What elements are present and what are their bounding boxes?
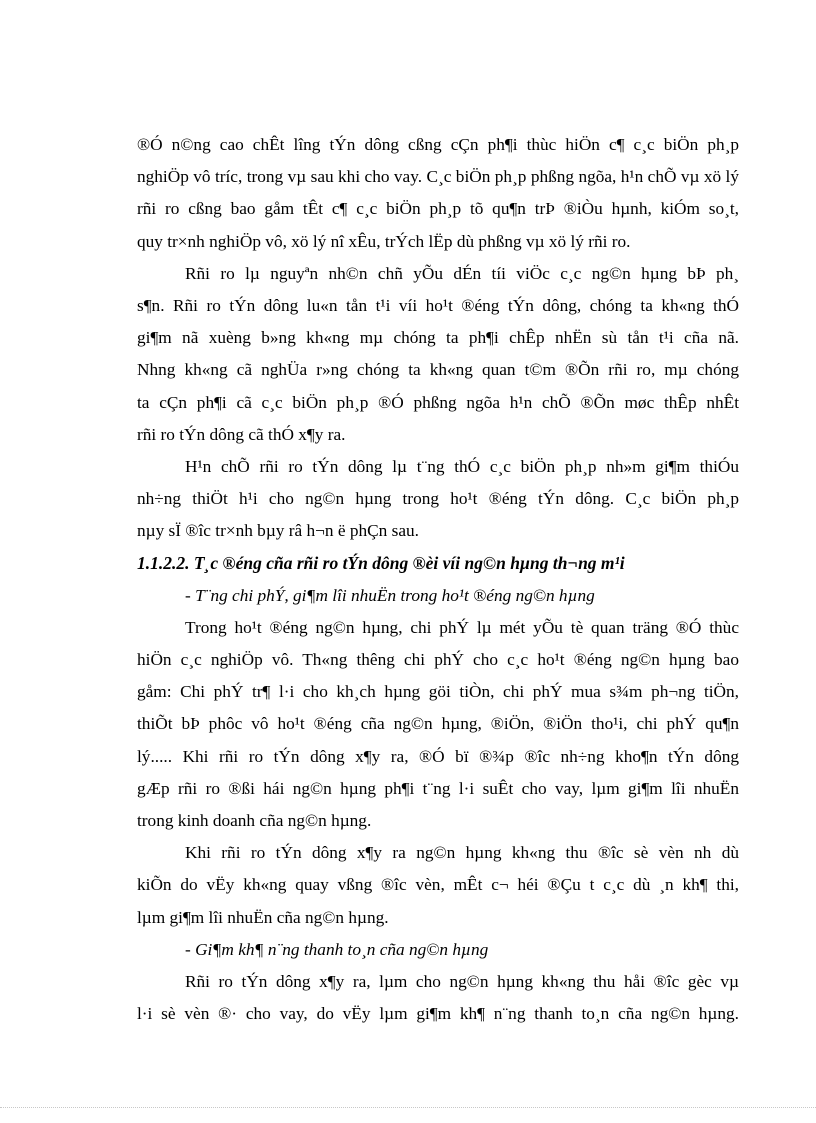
text-line: Trong ho¹t ®éng ng©n hµng, chi phÝ lµ mét yÕu tè quan träng ®Ó thùc [185,617,739,637]
text-line: lµm gi¶m lîi nhuËn cña ng©n hµng. [137,907,389,927]
subheading: - T¨ng chi phÝ, gi¶m lîi nhuËn trong ho¹t ®éng ng©n hµng [185,585,595,605]
text-line: l·i sè vèn ®· cho vay, do vËy lµm gi¶m kh¶ n¨ng thanh to¸n cña ng©n hµng. [137,1004,739,1024]
text-line: quy tr×nh nghiÖp vô, xö lý nî xÊu, trÝch lËp dù phßng vµ xö lý rñi ro. [137,231,631,251]
text-line: H¹n chÕ rñi ro tÝn dông lµ t¨ng thÓ c¸c biÖn ph¸p nh»m gi¶m thiÓu [185,456,739,476]
page-bottom-divider [0,1107,816,1108]
text-line: gÆp rñi ro ®ßi hái ng©n hµng ph¶i t¨ng l·i suÊt cho vay, lµm gi¶m lîi nhuËn [137,778,739,798]
text-line: hiÖn c¸c nghiÖp vô. Th«ng thêng chi phÝ cho c¸c ho¹t ®éng ng©n hµng bao [137,650,739,669]
text-line: rñi ro tÝn dông cã thÓ x¶y ra. [137,424,346,444]
text-line: kiÕn do vËy kh«ng quay vßng ®îc vèn, mÊt c¬ héi ®Çu t c¸c dù ¸n kh¶ thi, [137,875,739,895]
text-line: trong kinh doanh cña ng©n hµng. [137,810,372,830]
text-line: s¶n. Rñi ro tÝn dông lu«n tån t¹i víi ho¹t ®éng tÝn dông, chóng ta kh«ng thÓ [137,295,739,315]
subheading: - Gi¶m kh¶ n¨ng thanh to¸n cña ng©n hµng [185,939,489,959]
text-line: lý..... Khi rñi ro tÝn dông x¶y ra, ®Ó bï ®¾p ®îc nh÷ng kho¶n tÝn dông [137,746,739,766]
text-line: ta cÇn ph¶i cã c¸c biÖn ph¸p ®Ó phßng ngõa h¹n chÕ ®Õn møc thÊp nhÊt [137,392,739,412]
text-line: gi¶m nã xuèng b»ng kh«ng mµ chóng ta ph¶i chÊp nhËn sù tån t¹i cña nã. [137,328,739,348]
section-heading: 1.1.2.2. T¸c ®éng cña rñi ro tÝn dông ®èi víi ng©n hµng th¬ng m¹i [137,553,625,574]
text-line: nghiÖp vô tríc, trong vµ sau khi cho vay. C¸c biÖn ph¸p phßng ngõa, h¹n chÕ vµ xö lý [137,167,739,187]
text-line: gåm: Chi phÝ tr¶ l·i cho kh¸ch hµng göi tiÒn, chi phÝ mua s¾m ph¬ng tiÖn, [137,682,739,702]
text-line: Rñi ro lµ nguyªn nh©n chñ yÕu dÉn tíi viÖc c¸c ng©n hµng bÞ ph¸ [185,263,739,283]
text-line: thiÕt bÞ phôc vô ho¹t ®éng cña ng©n hµng, ®iÖn, ®iÖn tho¹i, chi phÝ qu¶n [137,714,739,734]
text-line: ®Ó n©ng cao chÊt lîng tÝn dông cßng cÇn ph¶i thùc hiÖn c¶ c¸c biÖn ph¸p [137,135,739,154]
text-line: nµy sÏ ®îc tr×nh bµy râ h¬n ë phÇn sau. [137,521,419,541]
text-line: Rñi ro tÝn dông x¶y ra, lµm cho ng©n hµng kh«ng thu håi ®îc gèc vµ [185,971,739,991]
text-line: Khi rñi ro tÝn dông x¶y ra ng©n hµng kh«ng thu ®îc sè vèn nh dù [185,843,739,863]
text-line: rñi ro cßng bao gåm tÊt c¶ c¸c biÖn ph¸p tõ qu¶n trÞ ®iÒu hµnh, kiÓm so¸t, [137,199,739,219]
text-line: Nhng kh«ng cã nghÜa r»ng chóng ta kh«ng quan t©m ®Õn rñi ro, mµ chóng [137,360,739,380]
text-line: nh÷ng thiÖt h¹i cho ng©n hµng trong ho¹t ®éng tÝn dông. C¸c biÖn ph¸p [137,489,739,509]
body-text [137,129,739,1030]
